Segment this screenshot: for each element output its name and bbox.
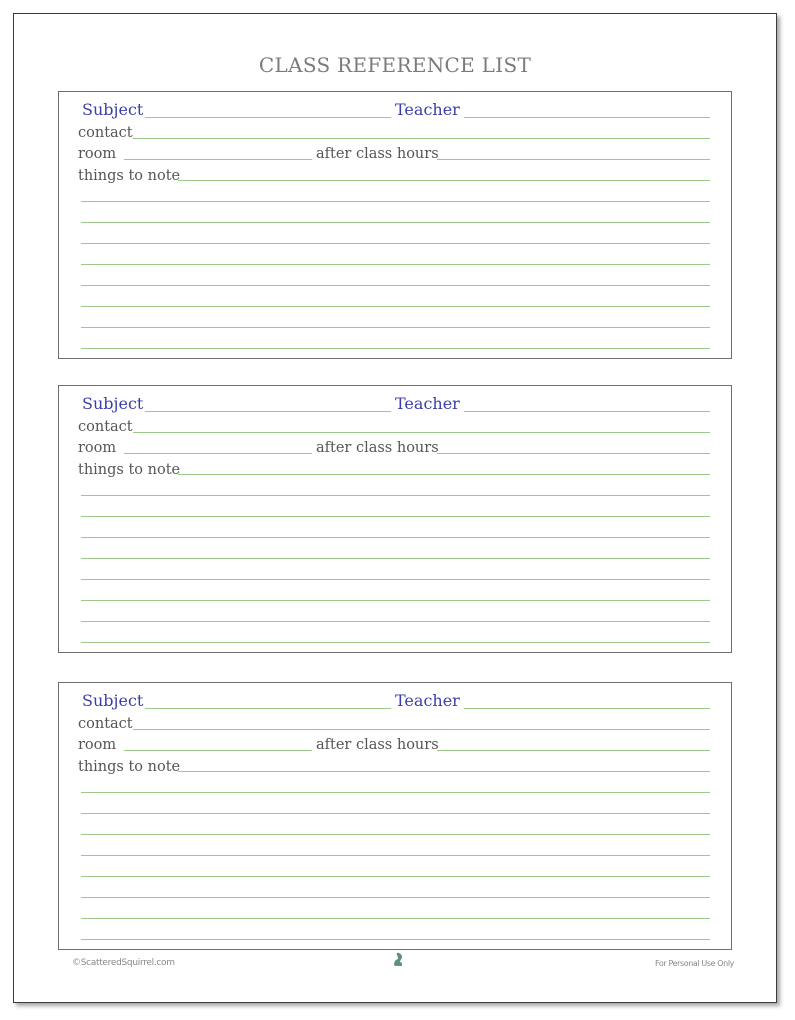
- room-label: room: [78, 440, 117, 456]
- note-line[interactable]: [81, 600, 710, 601]
- room-field[interactable]: [124, 750, 312, 751]
- teacher-field[interactable]: [464, 411, 710, 412]
- note-line[interactable]: [81, 285, 710, 286]
- note-line[interactable]: [81, 558, 710, 559]
- things-to-note-field[interactable]: [178, 180, 710, 181]
- note-line[interactable]: [81, 642, 710, 643]
- teacher-label: Teacher: [395, 100, 460, 119]
- room-field[interactable]: [124, 453, 312, 454]
- page-title: CLASS REFERENCE LIST: [258, 53, 532, 77]
- things-to-note-label: things to note: [78, 759, 181, 775]
- note-line[interactable]: [81, 306, 710, 307]
- squirrel-icon: [390, 952, 406, 968]
- note-line[interactable]: [81, 579, 710, 580]
- note-line[interactable]: [81, 327, 710, 328]
- note-line[interactable]: [81, 621, 710, 622]
- room-field[interactable]: [124, 159, 312, 160]
- note-line[interactable]: [81, 897, 710, 898]
- subject-field[interactable]: [145, 117, 391, 118]
- teacher-field[interactable]: [464, 117, 710, 118]
- contact-field[interactable]: [133, 138, 710, 139]
- note-line[interactable]: [81, 855, 710, 856]
- things-to-note-field[interactable]: [178, 771, 710, 772]
- room-label: room: [78, 146, 117, 162]
- teacher-field[interactable]: [464, 708, 710, 709]
- after-class-hours-field[interactable]: [437, 453, 710, 454]
- note-line[interactable]: [81, 834, 710, 835]
- copyright-text: ©ScatteredSquirrel.com: [72, 958, 175, 968]
- contact-label: contact: [78, 716, 133, 732]
- after-class-hours-field[interactable]: [437, 750, 710, 751]
- note-line[interactable]: [81, 939, 710, 940]
- note-line[interactable]: [81, 516, 710, 517]
- contact-field[interactable]: [133, 729, 710, 730]
- note-line[interactable]: [81, 537, 710, 538]
- after-class-hours-label: after class hours: [316, 737, 439, 753]
- note-line[interactable]: [81, 243, 710, 244]
- reference-card: [58, 682, 732, 950]
- note-line[interactable]: [81, 876, 710, 877]
- subject-label: Subject: [82, 691, 144, 710]
- note-line[interactable]: [81, 201, 710, 202]
- subject-label: Subject: [82, 394, 144, 413]
- teacher-label: Teacher: [395, 691, 460, 710]
- note-line[interactable]: [81, 495, 710, 496]
- subject-field[interactable]: [145, 708, 391, 709]
- contact-label: contact: [78, 419, 133, 435]
- note-line[interactable]: [81, 348, 710, 349]
- subject-label: Subject: [82, 100, 144, 119]
- reference-card: [58, 385, 732, 653]
- after-class-hours-field[interactable]: [437, 159, 710, 160]
- note-line[interactable]: [81, 918, 710, 919]
- room-label: room: [78, 737, 117, 753]
- note-line[interactable]: [81, 792, 710, 793]
- note-line[interactable]: [81, 813, 710, 814]
- things-to-note-label: things to note: [78, 168, 181, 184]
- note-line[interactable]: [81, 264, 710, 265]
- reference-card: [58, 91, 732, 359]
- subject-field[interactable]: [145, 411, 391, 412]
- note-line[interactable]: [81, 222, 710, 223]
- things-to-note-field[interactable]: [178, 474, 710, 475]
- things-to-note-label: things to note: [78, 462, 181, 478]
- contact-field[interactable]: [133, 432, 710, 433]
- after-class-hours-label: after class hours: [316, 440, 439, 456]
- personal-use-text: For Personal Use Only: [655, 959, 735, 968]
- teacher-label: Teacher: [395, 394, 460, 413]
- contact-label: contact: [78, 125, 133, 141]
- after-class-hours-label: after class hours: [316, 146, 439, 162]
